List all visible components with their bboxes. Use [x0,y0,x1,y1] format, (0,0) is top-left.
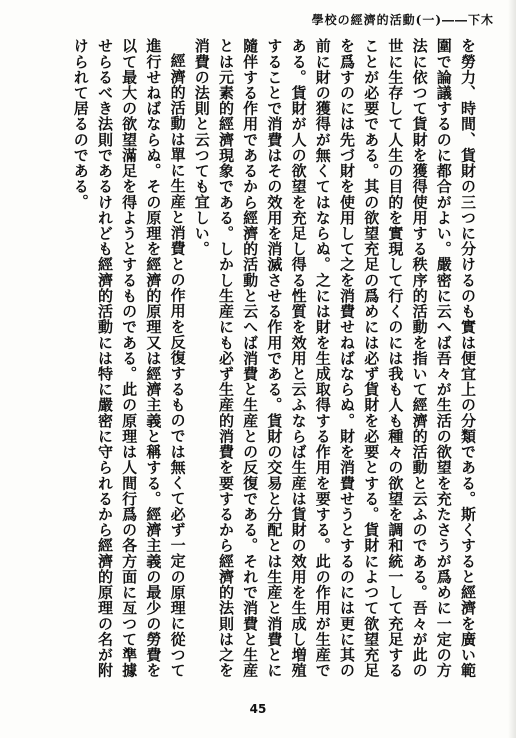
body-text [30,38,480,678]
page-number: 45 [249,702,267,716]
paragraph-continued: を勞力、時間、貨財の三つに分けるのも實は便宜上の分類である。斯くすると經濟を廣い範圍で論議するのに都合がよい。嚴密に云へば吾々が生活の欲望を充たさうが爲めに一定の方法に依つて貨財を獲得使用する秩序的活動を指いて經濟的活動と云ふのである。吾々が此の世に生存して人生の目的を實現して行くのには我も人も種々の欲望を調和統一して充足することが必要である。其の欲望充足の爲めには必ず貨財を必要とする。貨財によつて欲望充足を爲すのには先づ財を使用して之を消費せねばならぬ。財を消費せうとするのには更に其の前に財の獲得が無くてはならぬ。之には財を生成取得する作用を要する。此の作用が生産である。貨財が人の欲望を充足し得る性質を效用と云ふならば生産は貨財の效用を生成し増殖することで消費はその效用を消滅させる作用である。貨財の交易と分配とは生産と消費とに隨伴する作用であるから經濟的活動と云へば消費と生産との反復である。それで消費と生産とは元素的經濟現象である。しかし生産にも必ず生産的消費を要するから經濟的法則は之を消費の法則と云つても宜しい。 [192,38,477,678]
paragraph-economic-principle: 經濟的活動は單に生産と消費との作用を反復するものでは無くて必ず一定の原理に從つて進行せねばならぬ。その原理を經濟的原理又は經濟主義と稱する。經濟主義の最少の勞費を以て最大の欲望滿足を得ようとするものである。此の原理は人間行爲の各方面に亙つて準據せらるべき法則であるけれども經濟的活動には特に嚴密に守られるから經濟的原理の名が附けられて居るのである。 [71,38,187,678]
running-head [22,8,494,30]
running-head-title: 學校の經濟的活動(一)――下木 [311,12,494,27]
page-gutter-shadow [508,0,516,738]
